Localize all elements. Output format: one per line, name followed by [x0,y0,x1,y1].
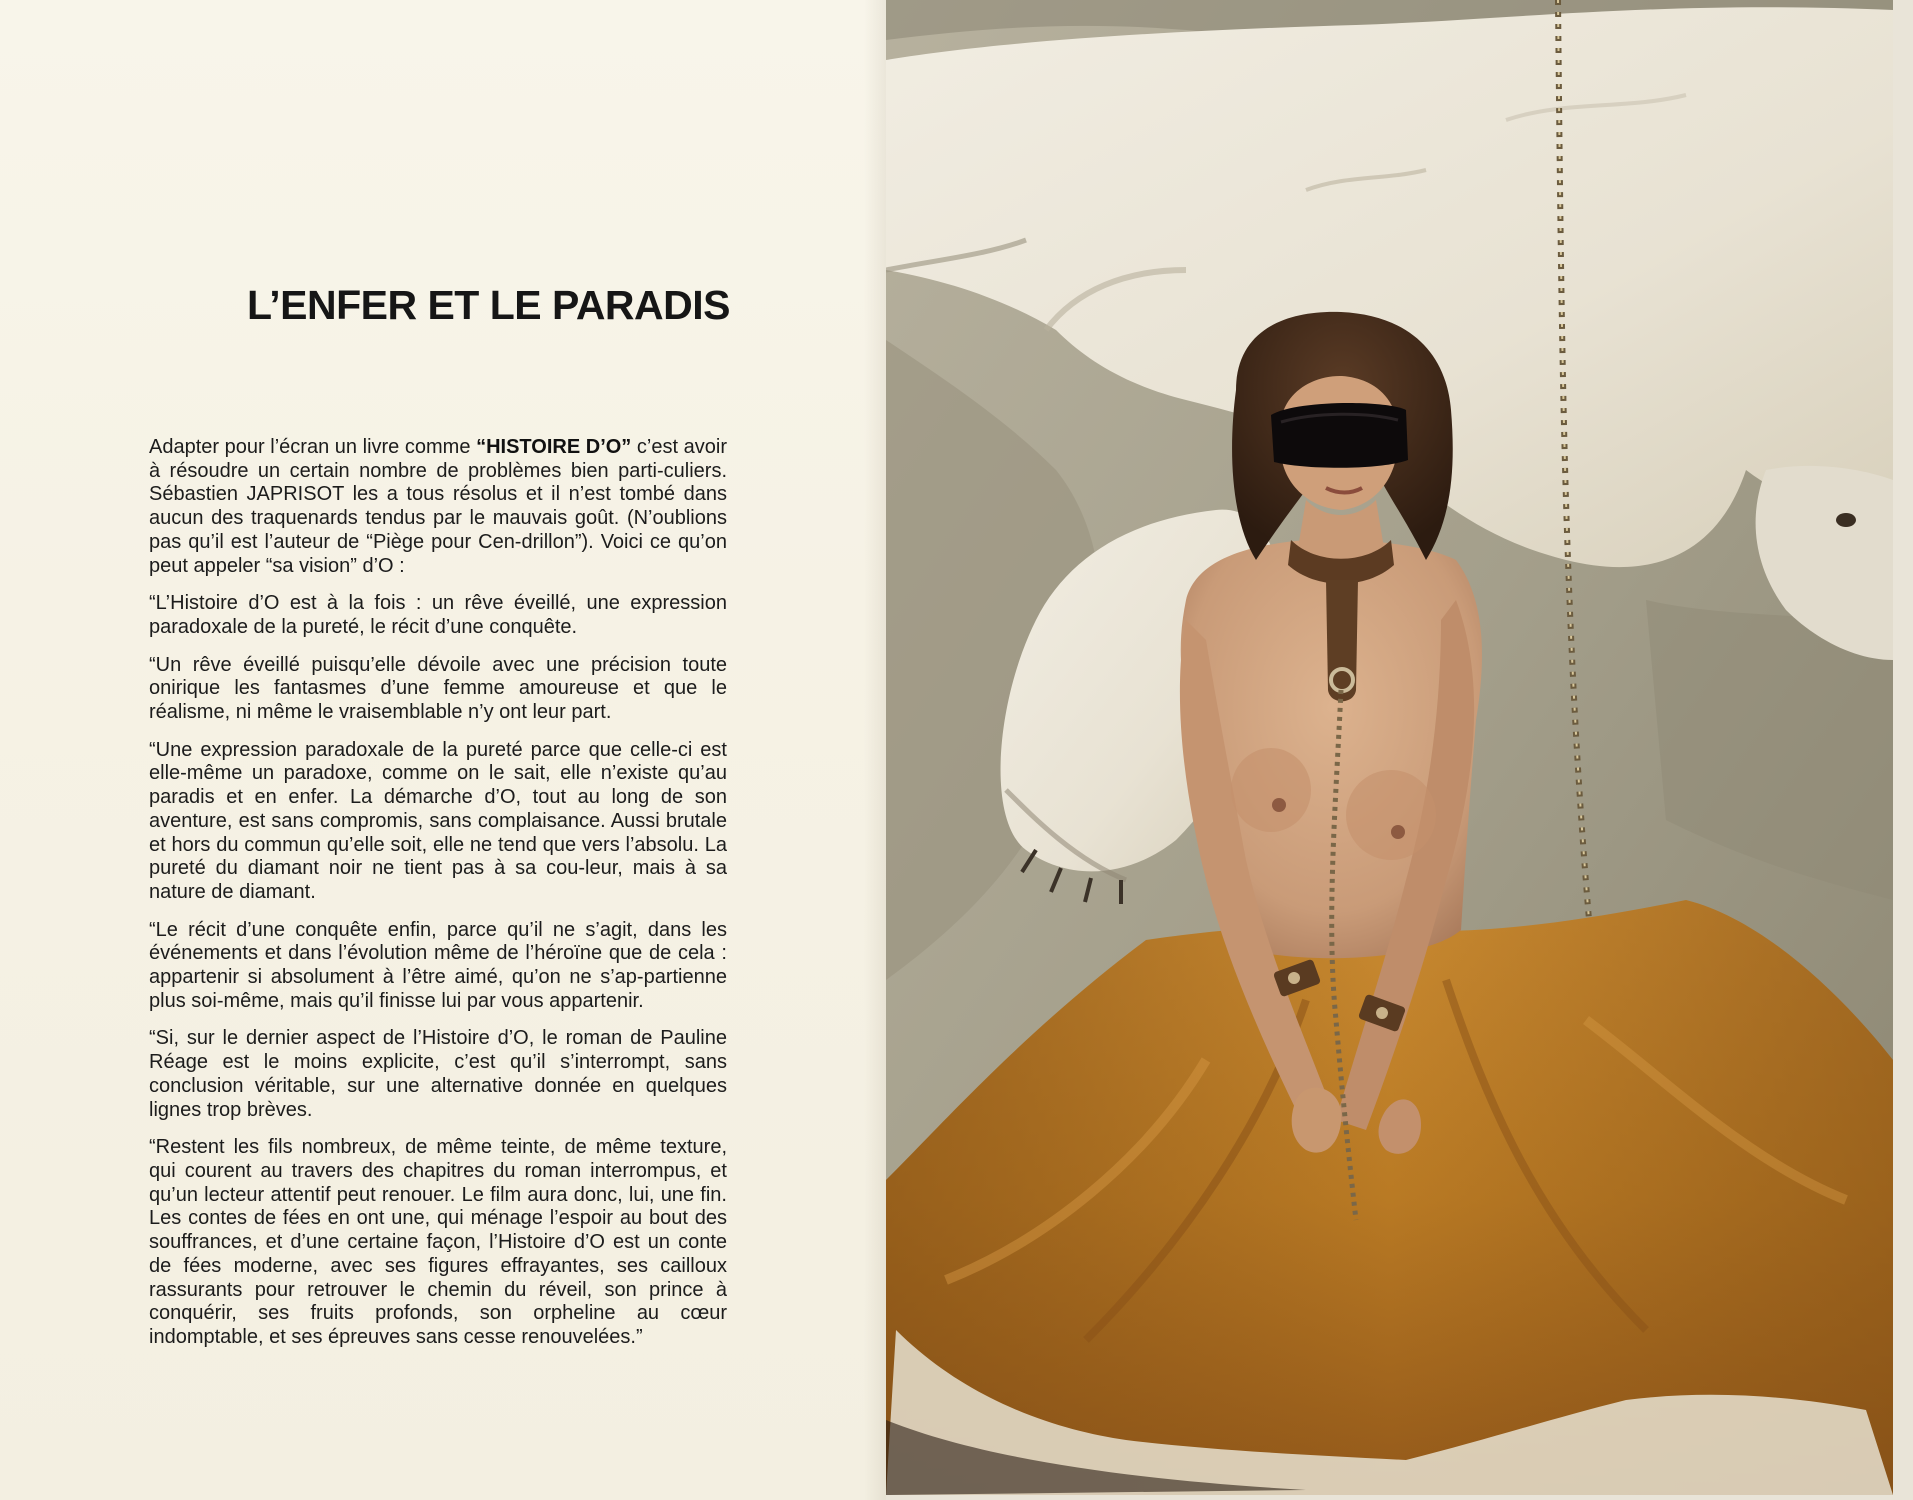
article-paragraph-3: “Un rêve éveillé puisqu’elle dévoile avec une précision toute onirique les fantasmes d’une femme amoureuse et que le réalisme, ni même le vraisemblable n’y ont leur part. [149,653,727,724]
article-paragraph-6: “Si, sur le dernier aspect de l’Histoire d’O, le roman de Pauline Réage est le moins explicite, c’est qu’il s’interrompt, sans conclusion véritable, sur une alternative donnée en quelques lignes trop brèves. [149,1027,727,1121]
left-page [0,0,886,1500]
article-paragraph-2: “L’Histoire d’O est à la fois : un rêve éveillé, une expression paradoxale de la pureté, le récit d’une conquête. [149,592,727,638]
article-paragraph-5: “Le récit d’une conquête enfin, parce qu’il ne s’agit, dans les événements et dans l’évolution même de l’héroïne que de cela : appartenir si absolument à l’être aimé, qu’on ne s’ap-partienne plus soi-même, mais qu’il finisse lui par vous appartenir. [149,918,727,1012]
right-page [886,0,1913,1500]
book-title-emphasis: “HISTOIRE D’O” [476,436,632,458]
article-paragraph-4: “Une expression paradoxale de la pureté parce que celle-ci est elle-même un paradoxe, comme on le sait, elle n’existe qu’au paradis et en enfer. La démarche d’O, tout au long de son aventure, est sans compromis, sans complaisance. Aussi brutale et hors du commun qu’elle soit, elle ne tend que vers l’absolu. La pureté du diamant noir ne tient pas à sa cou-leur, mais à sa nature de diamant. [149,738,727,903]
paragraph-1-lead: Adapter pour l’écran un livre comme [149,436,477,458]
photograph [886,0,1893,1495]
article-paragraph-7: “Restent les fils nombreux, de même teinte, de même texture, qui courent au travers des chapitres du roman interrompus, et qu’un lecteur attentif peut renouer. Le film aura donc, lui, une fin. Les contes de fées en ont une, qui ménage l’espoir au bout des souffrances, et d’une certaine façon, l’Histoire d’O est un conte de fées moderne, avec ses figures effrayantes, ses cailloux rassurants pour retrouver le chemin du réveil, son prince à conquérir, ses fruits profonds, son orpheline au cœur indomptable, et ses épreuves sans cesse renouvelées.” [149,1136,727,1348]
article-body [149,436,727,1364]
paragraph-1-rest: c’est avoir à résoudre un certain nombre de problèmes bien parti-culiers. Sébastien JAPRISOT les a tous résolus et il n’est tombé dans aucun des traquenards tendus par le mauvais goût. (N’oublions pas qu’il est l’auteur de “Piège pour Cen-drillon”). Voici ce qu’on peut appeler “sa vision” d’O : [149,436,727,577]
page-title: L’ENFER ET LE PARADIS [246,282,730,328]
article-paragraph-1 [149,436,727,578]
